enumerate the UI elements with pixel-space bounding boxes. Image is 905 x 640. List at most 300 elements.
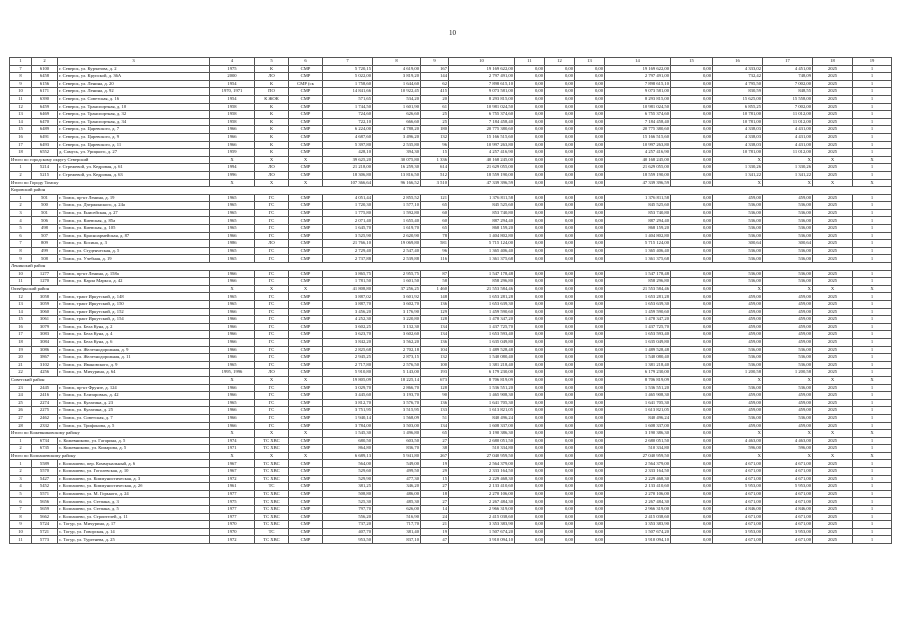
table-cell: 129 — [421, 308, 449, 316]
table-cell: СМР — [289, 384, 323, 392]
table-cell: 4 671,00 — [763, 490, 813, 498]
table-cell: 1 547 178,48 — [605, 270, 671, 278]
table-cell: 87 — [421, 270, 449, 278]
table-cell: 58 — [421, 278, 449, 286]
table-cell: 459,00 — [763, 308, 813, 316]
table-cell: ТС ХВС — [255, 506, 289, 514]
total-label: Октябрьский район — [10, 285, 210, 293]
table-cell: 6 — [10, 498, 32, 506]
table-cell: 136 — [421, 399, 449, 407]
table-cell: ТС ХВС — [255, 513, 289, 521]
table-cell: 6 179 230,00 — [605, 369, 671, 377]
capital-repair-register — [9, 57, 891, 544]
table-cell: 1954 — [210, 95, 255, 103]
table-cell: 0,00 — [515, 422, 545, 430]
section-row — [10, 263, 892, 271]
table-cell: 8 293 815,00 — [449, 95, 515, 103]
table-cell: 428,10 — [323, 149, 373, 157]
table-cell: 1965 — [210, 399, 255, 407]
table-cell: СМР — [289, 88, 323, 96]
table-cell: ПО — [255, 88, 289, 96]
table-cell: 3 887,70 — [323, 301, 373, 309]
table-cell: 4 619,00 — [373, 65, 421, 73]
table-cell: 0,00 — [545, 452, 575, 460]
table-cell: 6100 — [32, 65, 58, 73]
table-cell: 0,00 — [515, 88, 545, 96]
table-cell: г. Стрежевой, ул. Кедровая, д. 63 — [58, 171, 210, 179]
table-cell: X — [255, 430, 289, 438]
table-cell: 3 602,60 — [373, 331, 421, 339]
table-cell: СМР — [289, 338, 323, 346]
table-cell: 6489 — [32, 126, 58, 134]
table-cell: 2025 — [813, 194, 853, 202]
table-cell: 1954 — [210, 80, 255, 88]
table-cell: 1 641 705,30 — [605, 399, 671, 407]
table-cell: 2025 — [813, 225, 853, 233]
table-cell: 4 671,00 — [763, 498, 813, 506]
table-cell: СМР — [289, 498, 323, 506]
table-cell: 1 437 725,70 — [605, 323, 671, 331]
table-cell: 0,00 — [575, 490, 605, 498]
table-cell: г. Томск, ул. Советская, д. 7 — [58, 414, 210, 422]
table-cell: 4 671,00 — [763, 521, 813, 529]
table-cell: 1 — [853, 483, 892, 491]
table-cell: г. Томск, ул. Бела Куна, д. 6 — [58, 338, 210, 346]
table-cell: X — [853, 179, 892, 187]
table-cell: г. Северск, ул. Царевского, д. 9 — [58, 133, 210, 141]
table-cell: 7 898 615,10 — [449, 80, 515, 88]
table-row — [10, 338, 892, 346]
table-cell: 27 — [10, 414, 32, 422]
table-cell: 536,00 — [713, 232, 763, 240]
table-cell: 2025 — [813, 506, 853, 514]
table-cell: 0,00 — [515, 209, 545, 217]
table-cell: 1 507 674,20 — [449, 528, 515, 536]
table-cell: 0,00 — [545, 126, 575, 134]
table-cell: 1 568,09 — [373, 414, 421, 422]
table-cell: 2416 — [32, 392, 58, 400]
table-cell: X — [289, 430, 323, 438]
table-cell: 2025 — [813, 384, 853, 392]
table-cell: 2 267 484,30 — [605, 498, 671, 506]
table-cell: 0,00 — [545, 430, 575, 438]
table-cell: 0,00 — [671, 232, 713, 240]
table-cell: 15 166 515,60 — [605, 133, 671, 141]
table-cell: 3083 — [32, 331, 58, 339]
table-cell: 0,00 — [575, 521, 605, 529]
table-cell: 5 022,00 — [323, 73, 373, 81]
table-cell: X — [813, 156, 853, 164]
table-cell: ГС — [255, 301, 289, 309]
table-cell: 1 — [853, 536, 892, 544]
table-cell: 3061 — [32, 316, 58, 324]
table-cell: 2025 — [813, 468, 853, 476]
table-cell: 2 535,80 — [373, 141, 421, 149]
table-cell: 3 353 383,90 — [449, 521, 515, 529]
table-cell: 0,00 — [515, 369, 545, 377]
table-row — [10, 346, 892, 354]
table-cell: 6390 — [32, 95, 58, 103]
table-cell: ЛО — [255, 240, 289, 248]
table-cell: 2332 — [32, 422, 58, 430]
table-cell: 3 576,70 — [373, 399, 421, 407]
table-cell: 1 381 218,40 — [449, 361, 515, 369]
table-cell: 15 — [10, 316, 32, 324]
table-cell: СМР — [289, 407, 323, 415]
table-cell: 5 715 124,00 — [605, 240, 671, 248]
table-cell: 0,00 — [545, 483, 575, 491]
table-cell: 2025 — [813, 247, 853, 255]
table-cell: 1 381 218,40 — [605, 361, 671, 369]
table-cell: X — [289, 179, 323, 187]
table-cell: 0,00 — [545, 164, 575, 172]
table-cell: 0,00 — [515, 232, 545, 240]
table-cell: 3 515,95 — [373, 407, 421, 415]
column-header: 15 — [671, 58, 713, 66]
table-cell: 2 797 491,00 — [449, 73, 515, 81]
table-cell: К — [255, 126, 289, 134]
table-row — [10, 149, 892, 157]
table-cell: 4 788,20 — [373, 126, 421, 134]
table-cell: 0,00 — [515, 399, 545, 407]
table-cell: 90 — [421, 392, 449, 400]
table-cell: 0,00 — [515, 331, 545, 339]
section-title: Ленинский район — [10, 263, 892, 271]
table-cell: 0,00 — [671, 179, 713, 187]
table-cell: 1 — [853, 468, 892, 476]
table-cell: 6 755 374,60 — [605, 111, 671, 119]
table-cell: г. Томск, пр-кт Фрунзе, д. 124 — [58, 384, 210, 392]
table-cell: 4 — [10, 217, 32, 225]
table-row — [10, 437, 892, 445]
table-cell: 21 766,10 — [323, 240, 373, 248]
table-cell: 1965 — [210, 247, 255, 255]
table-cell: 536,00 — [763, 384, 813, 392]
table-cell: 1 478 347,20 — [449, 316, 515, 324]
table-row — [10, 126, 892, 134]
table-cell: 6552 — [32, 149, 58, 157]
table-cell: 15 — [421, 149, 449, 157]
table-cell: 5 941,80 — [373, 452, 421, 460]
table-cell: 0,00 — [515, 445, 545, 453]
table-cell: г. Томск, ул. Кулагина, д. 25 — [58, 407, 210, 415]
table-cell: 0,00 — [575, 452, 605, 460]
table-cell: 1958 — [210, 111, 255, 119]
table-cell: 0,00 — [545, 308, 575, 316]
table-cell: 3 456,20 — [323, 308, 373, 316]
table-cell: 267 — [421, 452, 449, 460]
table-cell: 1 — [853, 521, 892, 529]
table-cell: 37 256,25 — [373, 285, 421, 293]
table-cell: 1 720,30 — [323, 202, 373, 210]
table-cell: 300,64 — [763, 240, 813, 248]
table-cell: 0,00 — [515, 65, 545, 73]
table-cell: 499,50 — [373, 468, 421, 476]
table-cell: 1 — [853, 301, 892, 309]
table-cell: 1 465 908,30 — [605, 392, 671, 400]
table-cell: с. Тогур, ул. Мичурина, д. 17 — [58, 521, 210, 529]
table-cell: 525,30 — [323, 498, 373, 506]
table-cell: 459,00 — [763, 399, 813, 407]
table-cell: СМР — [289, 293, 323, 301]
table-cell: 3 190 386,30 — [605, 430, 671, 438]
table-cell: К — [255, 141, 289, 149]
table-row — [10, 217, 892, 225]
table-cell: ГС — [255, 194, 289, 202]
table-cell: 0,00 — [545, 331, 575, 339]
table-cell: 0,00 — [545, 285, 575, 293]
table-cell: 1 — [853, 88, 892, 96]
table-cell: г. Томск, ул. Енисейская, д. 27 — [58, 209, 210, 217]
table-cell: г. Томск, ул. Учебная, д. 19 — [58, 255, 210, 263]
table-cell: 0,00 — [575, 133, 605, 141]
table-cell: 2 855,52 — [373, 194, 421, 202]
table-cell: 2445 — [32, 384, 58, 392]
table-cell: 459,00 — [713, 293, 763, 301]
table-cell: 0,00 — [575, 384, 605, 392]
table-cell: 1 460 — [421, 285, 449, 293]
table-cell: 0,00 — [671, 376, 713, 384]
table-cell: 0,00 — [671, 118, 713, 126]
table-cell: г. Томск, ул. Бела Куна, д. 4 — [58, 331, 210, 339]
table-cell: 19 169 622,00 — [605, 65, 671, 73]
table-cell: 0,00 — [575, 475, 605, 483]
table-row — [10, 521, 892, 529]
table-cell: 60 — [421, 209, 449, 217]
table-cell: 3 751,95 — [323, 407, 373, 415]
column-header: 5 — [255, 58, 289, 66]
table-cell: 1 437 725,70 — [449, 323, 515, 331]
table-cell: 0,00 — [671, 422, 713, 430]
table-cell: г. Томск, ул. Студенческая, д. 5 — [58, 247, 210, 255]
table-cell: 1 — [853, 407, 892, 415]
table-cell: 1966 — [210, 338, 255, 346]
table-cell: 1967 — [210, 468, 255, 476]
table-row — [10, 171, 892, 179]
table-cell: 0,00 — [515, 506, 545, 514]
table-cell: 5724 — [32, 521, 58, 529]
table-cell: 167 — [421, 65, 449, 73]
table-cell: 3059 — [32, 301, 58, 309]
table-cell: 1 — [10, 437, 32, 445]
table-cell: 0,00 — [575, 316, 605, 324]
table-cell: 459,00 — [713, 331, 763, 339]
table-cell: 2025 — [813, 171, 853, 179]
table-cell: 6 224,00 — [323, 126, 373, 134]
table-cell: СМР — [289, 316, 323, 324]
table-cell: 830,59 — [713, 88, 763, 96]
table-cell: СМР — [289, 270, 323, 278]
table-cell: 1 — [853, 217, 892, 225]
table-cell: 0,00 — [575, 536, 605, 544]
table-cell: 508 — [32, 255, 58, 263]
table-cell: К — [255, 103, 289, 111]
table-cell: X — [813, 376, 853, 384]
table-cell: 1 — [853, 240, 892, 248]
table-cell: 1 — [853, 103, 892, 111]
table-cell: К — [255, 118, 289, 126]
table-cell: 1 — [853, 209, 892, 217]
table-cell: 1 — [853, 506, 892, 514]
table-cell: 0,00 — [671, 149, 713, 157]
table-cell: 1 — [853, 354, 892, 362]
table-cell: 0,00 — [575, 171, 605, 179]
table-cell: 536,00 — [713, 384, 763, 392]
table-cell: 0,00 — [545, 179, 575, 187]
table-cell: 1966 — [210, 141, 255, 149]
table-cell: 25 — [10, 399, 32, 407]
table-cell: 0,00 — [575, 399, 605, 407]
table-cell: 2025 — [813, 232, 853, 240]
table-cell: X — [255, 285, 289, 293]
table-cell: 2025 — [813, 118, 853, 126]
table-cell: 459,00 — [763, 316, 813, 324]
table-cell: 1 — [853, 392, 892, 400]
table-cell: ТС ХВС — [255, 521, 289, 529]
column-header: 13 — [575, 58, 605, 66]
table-cell: 21 218,00 — [323, 164, 373, 172]
table-cell: с. Кожевниково, ул. Комарова, д. 5 — [58, 445, 210, 453]
table-cell: 2025 — [813, 316, 853, 324]
table-cell: 0,00 — [575, 164, 605, 172]
table-cell: 0,00 — [671, 141, 713, 149]
table-cell: 1 653 639,30 — [605, 301, 671, 309]
table-cell: 3 602,25 — [323, 323, 373, 331]
table-cell: 4 671,00 — [763, 536, 813, 544]
table-cell: 499 — [32, 247, 58, 255]
table-cell: 0,00 — [575, 468, 605, 476]
table-cell: 104 — [421, 346, 449, 354]
table-cell: СМР (ск — [289, 80, 323, 88]
table-cell: 1967 — [210, 460, 255, 468]
table-row — [10, 354, 892, 362]
table-cell: 887 294,40 — [605, 217, 671, 225]
table-cell: 0,00 — [575, 354, 605, 362]
column-header: 9 — [421, 58, 449, 66]
table-cell: 18 — [10, 149, 32, 157]
table-cell: 534,20 — [373, 95, 421, 103]
table-cell: 0,00 — [575, 301, 605, 309]
table-row — [10, 468, 892, 476]
table-cell: 1 365 406,40 — [605, 247, 671, 255]
table-cell: ГС — [255, 361, 289, 369]
table-cell: 132 — [421, 133, 449, 141]
table-cell: 1 361 375,68 — [449, 255, 515, 263]
table-cell: 0,00 — [671, 536, 713, 544]
table-cell: 4 795,50 — [713, 80, 763, 88]
table-cell: 1 — [853, 384, 892, 392]
table-cell: 1 459 590,60 — [449, 308, 515, 316]
table-cell: 0,00 — [671, 255, 713, 263]
table-cell: СМР — [289, 73, 323, 81]
table-cell: X — [713, 179, 763, 187]
table-cell: 1 653 281,28 — [605, 293, 671, 301]
table-cell: СМР — [289, 483, 323, 491]
table-row — [10, 392, 892, 400]
table-cell: 0,00 — [575, 217, 605, 225]
table-cell: 60 — [421, 217, 449, 225]
table-cell: 1 645,70 — [323, 225, 373, 233]
table-cell: 5662 — [32, 513, 58, 521]
table-cell: ЛО — [255, 73, 289, 81]
table-cell: 3 132,30 — [373, 323, 421, 331]
table-cell: 1 653 281,28 — [449, 293, 515, 301]
table-cell: г. Томск, ул. Железнодорожная, д. 11 — [58, 354, 210, 362]
table-cell: 0,00 — [575, 103, 605, 111]
table-cell: 1 — [853, 247, 892, 255]
table-cell: 0,00 — [515, 149, 545, 157]
table-cell: 2025 — [813, 521, 853, 529]
table-cell: 536,00 — [713, 354, 763, 362]
table-cell: 3 812,70 — [323, 399, 373, 407]
table-cell: 459,00 — [713, 422, 763, 430]
table-cell: 1277 — [32, 270, 58, 278]
table-cell: 1 — [853, 369, 892, 377]
table-row — [10, 506, 892, 514]
table-cell: ГС — [255, 217, 289, 225]
table-cell: 4 463,00 — [713, 437, 763, 445]
total-row — [10, 452, 892, 460]
table-cell: 6734 — [32, 437, 58, 445]
table-cell: ТС ХВС — [255, 490, 289, 498]
table-cell: 0,00 — [545, 141, 575, 149]
table-cell: 2025 — [813, 133, 853, 141]
table-cell: 10 — [10, 528, 32, 536]
table-cell: 459,00 — [763, 331, 813, 339]
table-cell: 4 671,00 — [713, 460, 763, 468]
table-cell: 5 953,00 — [763, 483, 813, 491]
table-cell: 0,00 — [671, 430, 713, 438]
table-cell: 1966 — [210, 407, 255, 415]
table-cell: 5570 — [32, 468, 58, 476]
table-cell: 5571 — [32, 490, 58, 498]
table-cell: 0,00 — [515, 346, 545, 354]
column-header: 11 — [515, 58, 545, 66]
table-row — [10, 194, 892, 202]
table-cell: 459,00 — [713, 392, 763, 400]
table-cell: 1 — [853, 171, 892, 179]
table-cell: 1 — [10, 164, 32, 172]
table-cell: 4256 — [32, 369, 58, 377]
table-cell: 0,00 — [575, 95, 605, 103]
table-cell: 346,20 — [373, 483, 421, 491]
table-cell: 11 — [10, 278, 32, 286]
table-cell: 1 744,50 — [323, 103, 373, 111]
table-cell: 0,00 — [575, 247, 605, 255]
table-cell: 8 — [10, 513, 32, 521]
table-cell: 1 — [853, 498, 892, 506]
table-cell: г. Томск, ул. Елизаровых, д. 42 — [58, 392, 210, 400]
table-cell: 0,00 — [671, 521, 713, 529]
table-cell: ГС — [255, 202, 289, 210]
table-cell: 1 — [853, 255, 892, 263]
table-cell: 0,00 — [515, 384, 545, 392]
table-cell: 0,00 — [575, 376, 605, 384]
table-cell: 10 — [10, 88, 32, 96]
table-cell: 2025 — [813, 346, 853, 354]
table-cell: 1 635 049,80 — [449, 338, 515, 346]
table-cell: X — [763, 179, 813, 187]
table-cell: ТС ХВС — [255, 536, 289, 544]
column-header: 19 — [853, 58, 892, 66]
column-header: 6 — [289, 58, 323, 66]
table-cell: 6 — [10, 232, 32, 240]
table-cell: X — [813, 179, 853, 187]
table-cell: 2025 — [813, 126, 853, 134]
table-cell: г. Томск, ул. Мичурина, д. 64 — [58, 369, 210, 377]
table-cell: 20 775 380,60 — [605, 126, 671, 134]
table-cell: 459,00 — [713, 316, 763, 324]
